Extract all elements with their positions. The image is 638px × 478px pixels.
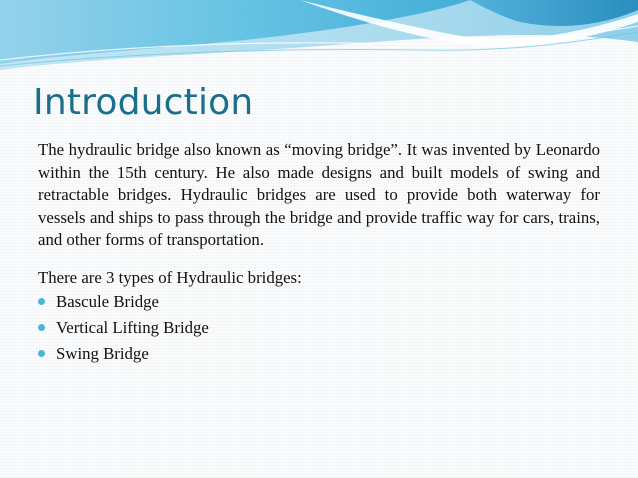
- bridge-types-heading: There are 3 types of Hydraulic bridges:: [38, 268, 302, 287]
- list-item-swing-bridge: [38, 343, 209, 369]
- list-item-label: Vertical Lifting Bridge: [56, 318, 209, 337]
- bullet-dot-icon: [38, 324, 45, 331]
- bullet-dot-icon: [38, 350, 45, 357]
- slide-title: Introduction: [33, 82, 254, 123]
- header-wave-decoration: [0, 0, 638, 80]
- bridge-types-list: [38, 291, 209, 369]
- list-item-label: Bascule Bridge: [56, 292, 159, 311]
- list-item-label: Swing Bridge: [56, 344, 149, 363]
- list-item-bascule-bridge: [38, 291, 209, 317]
- bullet-dot-icon: [38, 298, 45, 305]
- intro-paragraph: The hydraulic bridge also known as “moving bridge”. It was invented by Leonardo within the 15th century. He also made designs and built models of swing and retractable bridges. Hydraulic bridges are used to provide both waterway for vessels and ships to pass through the bridge and provide traffic way for cars, trains, and other forms of transportation.: [38, 140, 600, 249]
- list-item-vertical-lifting-bridge: [38, 317, 209, 343]
